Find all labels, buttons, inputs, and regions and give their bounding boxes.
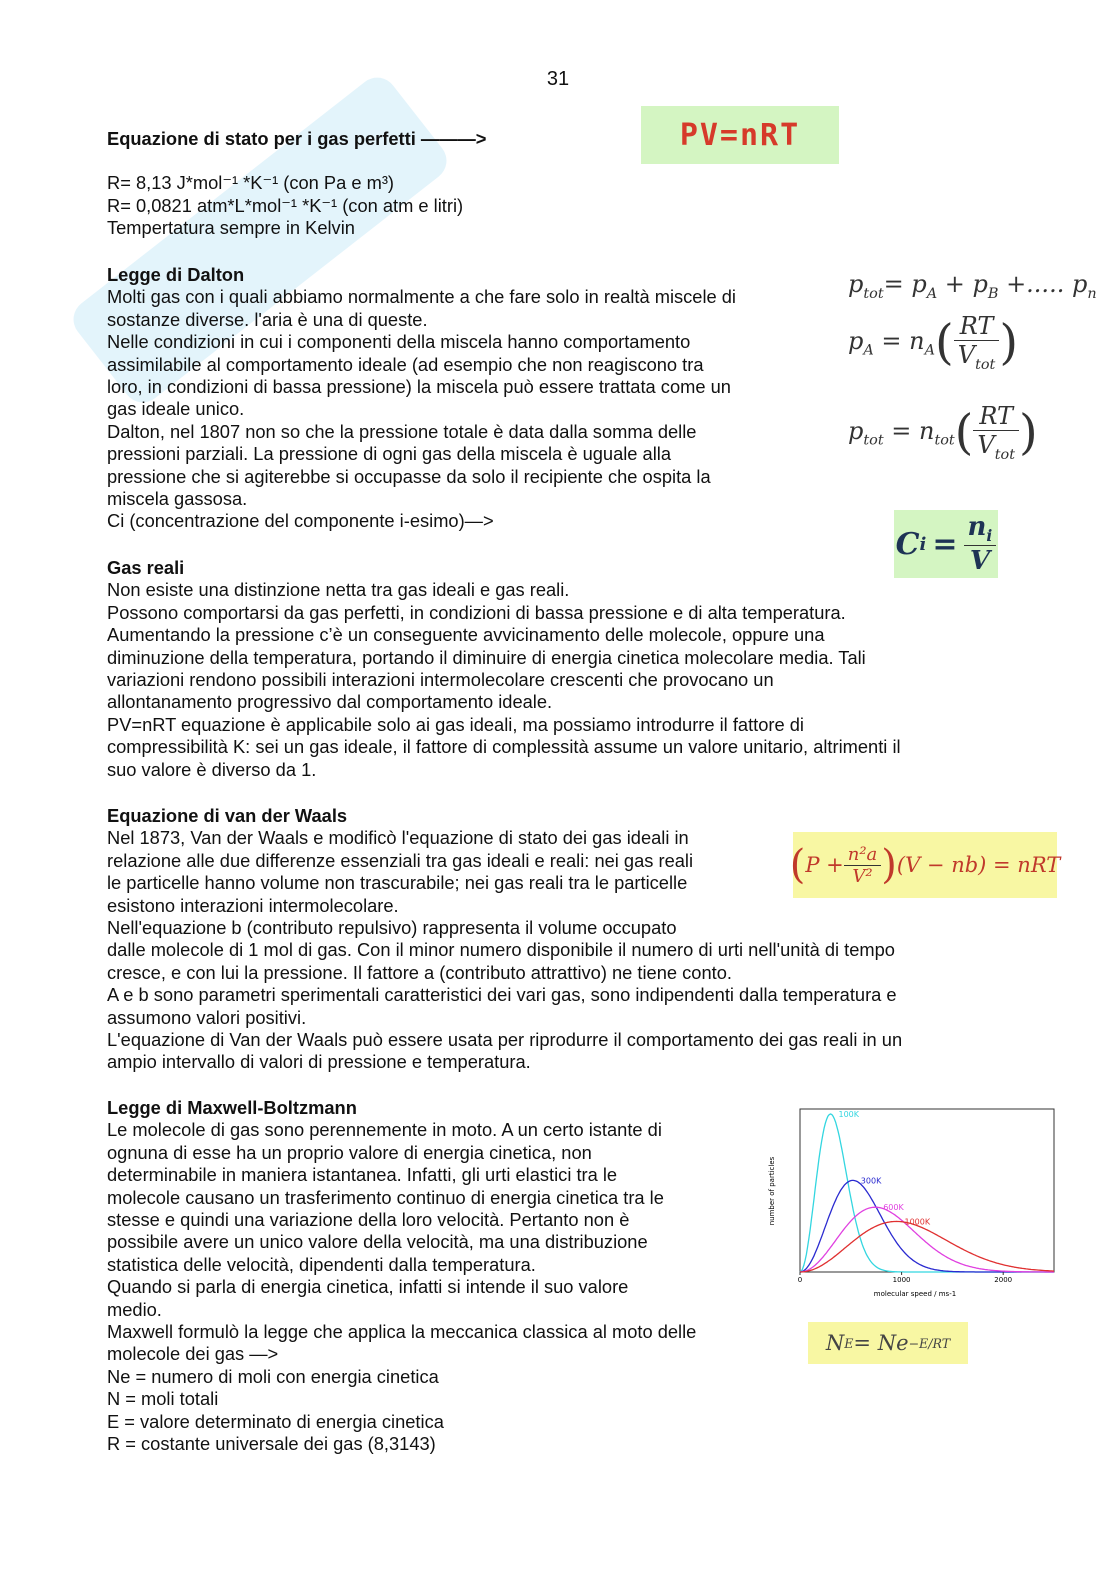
text-line: compressibilità K: sei un gas ideale, il fattore di complessità assume un valore unitario, altrimenti il [107, 736, 901, 758]
chart-x-tick-label: 0 [797, 1276, 803, 1284]
equation-van-der-waals: ( P + $\frac{\text{n²a}}{\text{V²}}$ ) (V − nb) = nRT [793, 832, 1057, 898]
text-line: Ne = numero di moli con energia cinetica [107, 1365, 439, 1387]
text-line: miscela gassosa. [107, 488, 248, 510]
text-line: loro, in condizioni di bassa pressione) la miscela può essere trattata come un [107, 376, 731, 398]
equation-ptot-ideal: $p_{tot} = n_{tot}$( $\frac{RT}{V_{tot}}$ ) [848, 402, 1038, 463]
text-line: allontanamento progressivo dal comportamento ideale. [107, 691, 553, 713]
chart-series-label-300K: 300K [860, 1176, 882, 1186]
text-line: Nelle condizioni in cui i componenti della miscela hanno comportamento [107, 331, 691, 353]
text-line: Ci (concentrazione del componente i-esimo)—> [107, 510, 494, 532]
text-line: cresce, e con lui la pressione. Il fattore a (contributo attrattivo) ne tiene conto. [107, 961, 732, 983]
text-line: Quando si parla di energia cinetica, infatti si intende il suo valore [107, 1276, 629, 1298]
text-line: L'equazione di Van der Waals può essere usata per riprodurre il comportamento dei gas reali in un [107, 1029, 903, 1051]
text-line: A e b sono parametri sperimentali caratteristici dei vari gas, sono indipendenti dalla temperatura e [107, 984, 897, 1006]
text-line: N = moli totali [107, 1388, 219, 1410]
text-line: Non esiste una distinzione netta tra gas ideali e gas reali. [107, 579, 570, 601]
text-line: assumono valori positivi. [107, 1006, 307, 1028]
text-line: R = costante universale dei gas (8,3143) [107, 1433, 436, 1455]
text-line: diminuzione della temperatura, portando il diminuire di energia cinetica molecolare media. Tali [107, 646, 866, 668]
text-line: pressione che si agiterebbe si occupasse da solo il recipiente che ospita la [107, 465, 711, 487]
formula-pvnrt [641, 106, 839, 164]
text-line: molecole causano un trasferimento continuo di energia cinetica tra le [107, 1186, 664, 1208]
text-line: gas ideale unico. [107, 398, 245, 420]
text-line: suo valore è diverso da 1. [107, 758, 317, 780]
chart-x-axis-label: molecular speed / ms-1 [873, 1290, 957, 1298]
maxwell-boltzmann-chart [765, 1106, 1060, 1302]
text-line: Possono comportarsi da gas perfetti, in condizioni di bassa pressione e di alta temperatura. [107, 601, 846, 623]
text-line: PV=nRT equazione è applicabile solo ai gas ideali, ma possiamo introdurre il fattore di [107, 713, 804, 735]
heading-gas-perfetti: Equazione di stato per i gas perfetti ———> [107, 128, 487, 149]
equation-pa: $p_A = n_A$( $\frac{RT}{V_{tot}}$ ) [848, 312, 1019, 373]
equation-maxwell-boltzmann: N E = Ne −E/RT [808, 1322, 968, 1364]
text-line: possibile avere un unico valore della velocità, ma una distribuzione [107, 1231, 648, 1253]
text-line: Maxwell formulò la legge che applica la meccanica classica al moto delle [107, 1321, 697, 1343]
text-line: determinabile in maniera istantanea. Infatti, gli urti elastici tra le [107, 1164, 618, 1186]
text-line: ognuna di esse ha un proprio valore di energia cinetica, non [107, 1141, 592, 1163]
section-van-der-waals [107, 805, 902, 1074]
heading-maxwell-boltzmann: Legge di Maxwell-Boltzmann [107, 1097, 357, 1118]
text-line: E = valore determinato di energia cinetica [107, 1410, 444, 1432]
equation-ptot-sum: $p_{tot}= p_A + p_B$ +..... $p_n$ [848, 270, 1097, 302]
heading-van-der-waals: Equazione di van der Waals [107, 805, 348, 826]
text-line: Molti gas con i quali abbiamo normalmente a che fare solo in realtà miscele di [107, 286, 736, 308]
heading-dalton: Legge di Dalton [107, 264, 245, 285]
heading-gas-reali: Gas reali [107, 557, 185, 578]
text-line: stesse e quindi una variazione della loro velocità. Pertanto non è [107, 1209, 630, 1231]
chart-series-label-100K: 100K [838, 1110, 860, 1119]
text-line: le particelle hanno volume non trascurabile; nei gas reali tra le particelle [107, 872, 688, 894]
chart-x-tick-label: 1000 [892, 1276, 911, 1284]
formula-pvnrt-text: PV=nRT [679, 117, 801, 153]
text-line: Nell'equazione b (contributo repulsivo) rappresenta il volume occupato [107, 917, 677, 939]
text-line: assimilabile al comportamento ideale (ad esempio che non reagiscono tra [107, 353, 704, 375]
text-line: Le molecole di gas sono perennemente in moto. A un certo istante di [107, 1119, 662, 1141]
text-line: relazione alle due differenze essenziali tra gas ideali e reali: nei gas reali [107, 849, 694, 871]
chart-x-tick-label: 2000 [994, 1276, 1013, 1284]
text-line: statistica delle velocità, dipendenti dalla temperatura. [107, 1253, 536, 1275]
chart-series-label-600K: 600K [883, 1203, 904, 1213]
chart-series-label-1000K: 1000K [904, 1217, 931, 1227]
text-line: dalle molecole di 1 mol di gas. Con il minor numero disponibile il numero di urti nell'unità di tempo [107, 939, 895, 961]
chart-y-axis-label: number of particles [768, 1156, 776, 1226]
section-gas-reali [107, 557, 901, 781]
text-line: Nel 1873, Van der Waals e modificò l'equazione di stato dei gas ideali in [107, 827, 689, 849]
section-maxwell-boltzmann [107, 1097, 696, 1456]
text-line: Dalton, nel 1807 non so che la pressione totale è data dalla somma delle [107, 420, 697, 442]
text-line: Aumentando la pressione c’è un conseguente avvicinamento delle molecole, oppure una [107, 624, 825, 646]
text-line: Tempertatura sempre in Kelvin [107, 217, 355, 239]
equation-ci: C i = $\frac{n_i}{V}$ [894, 510, 998, 578]
text-line: R= 8,13 J*mol⁻¹ *K⁻¹ (con Pa e m³) [107, 172, 395, 194]
text-line: variazioni rendono possibili interazioni intermolecolare crescenti che provocano un [107, 669, 774, 691]
text-line: medio. [107, 1298, 162, 1320]
text-line: ampio intervallo di valori di pressione e temperatura. [107, 1051, 531, 1073]
text-line: sostanze diverse. l'aria è una di queste. [107, 308, 428, 330]
section-gas-perfetti [107, 128, 486, 240]
text-line: R= 0,0821 atm*L*mol⁻¹ *K⁻¹ (con atm e litri) [107, 194, 464, 216]
text-line: molecole dei gas —> [107, 1343, 279, 1365]
text-line: esistono interazioni intermolecolare. [107, 894, 399, 916]
section-dalton [107, 264, 736, 533]
page-number: 31 [546, 68, 570, 90]
text-line: pressioni parziali. La pressione di ogni gas della miscela è uguale alla [107, 443, 672, 465]
